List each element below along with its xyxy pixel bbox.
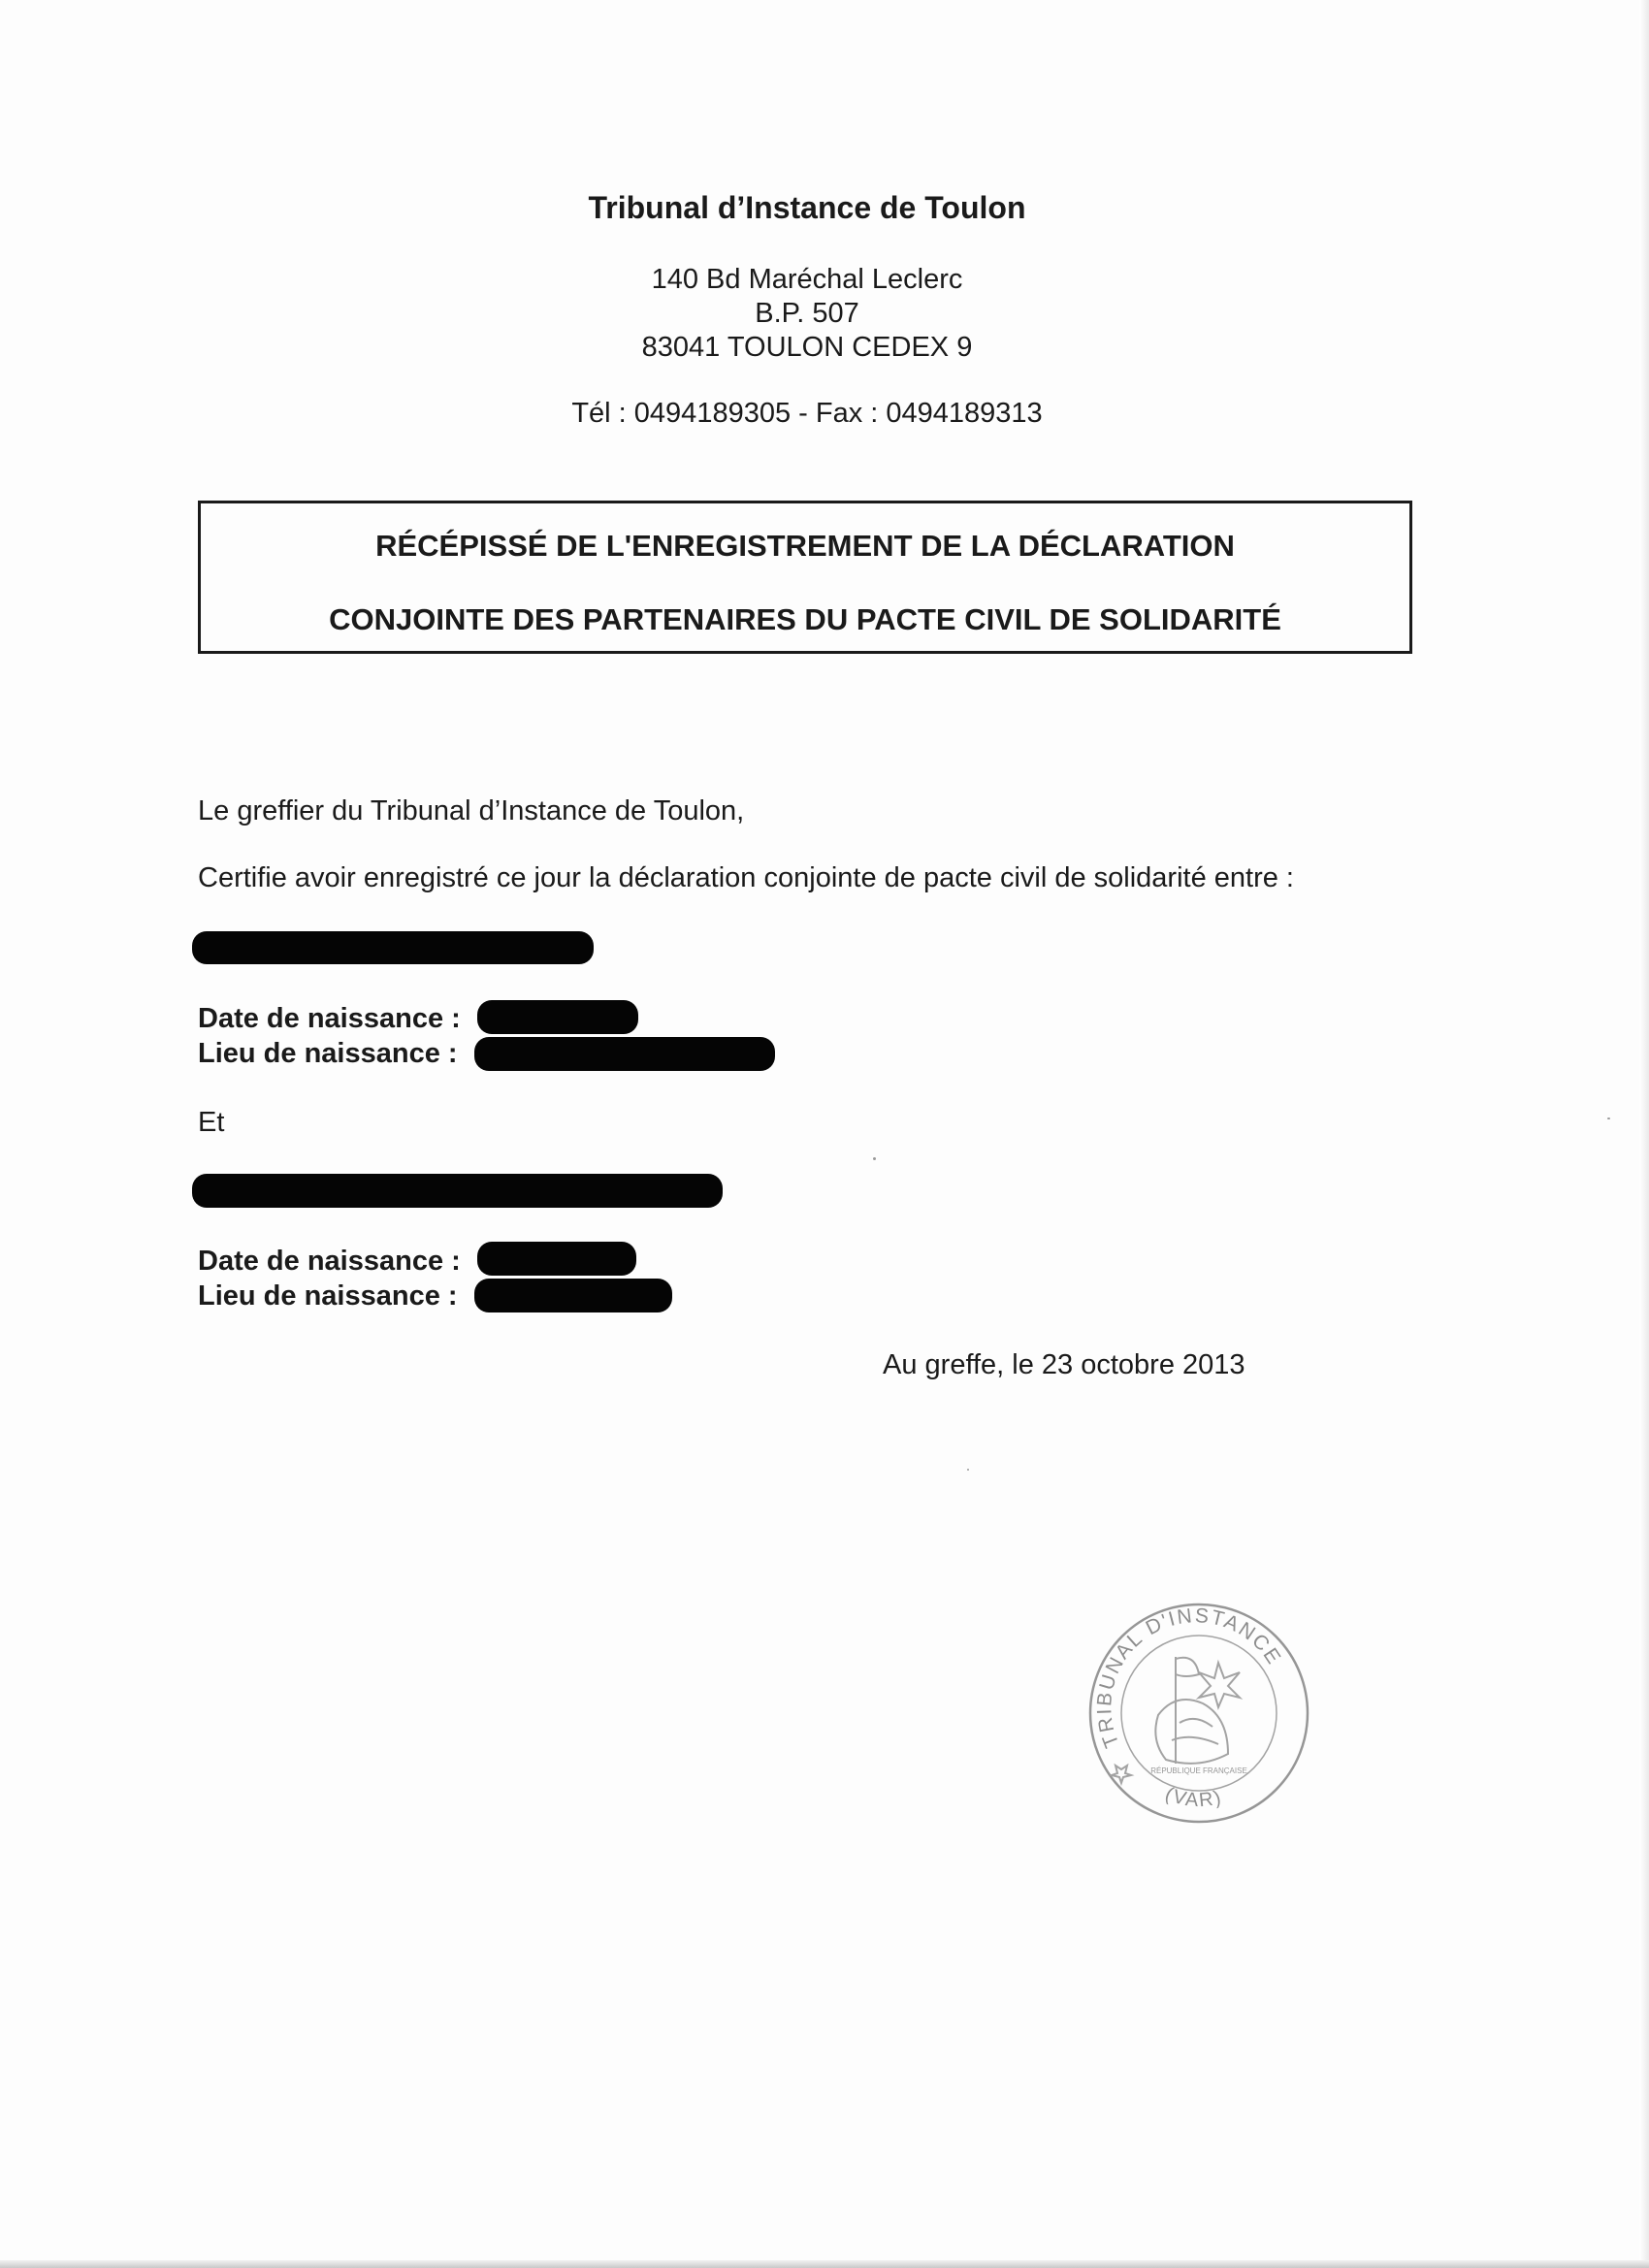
scan-speck	[873, 1157, 876, 1160]
conjunction-text: Et	[198, 1107, 225, 1138]
svg-text:(VAR)	[1162, 1783, 1225, 1811]
address-street: 140 Bd Maréchal Leclerc	[651, 264, 963, 295]
document-title-box	[198, 501, 1412, 654]
redacted-partner2-birth-date	[477, 1242, 636, 1276]
address-po-box: B.P. 507	[755, 298, 859, 329]
redacted-partner2-birth-place	[474, 1279, 672, 1312]
partner1-birth-place-label: Lieu de naissance :	[198, 1038, 458, 1069]
partner1-birth-date-label: Date de naissance :	[198, 1003, 461, 1034]
partner2-birth-date-label: Date de naissance :	[198, 1246, 461, 1277]
scan-speck	[967, 1469, 969, 1471]
scan-edge-right	[1639, 0, 1649, 2268]
title-line-2: CONJOINTE DES PARTENAIRES DU PACTE CIVIL DE SOLIDARITÉ	[329, 602, 1281, 636]
redacted-partner1-birth-date	[477, 1000, 638, 1034]
clerk-lead-text: Le greffier du Tribunal d’Instance de Toulon,	[198, 795, 745, 826]
scan-speck	[1607, 1118, 1610, 1119]
place-and-date: Au greffe, le 23 octobre 2013	[883, 1349, 1245, 1380]
redacted-partner1-name	[192, 931, 594, 964]
partner2-birth-place-label: Lieu de naissance :	[198, 1280, 458, 1312]
scan-edge-bottom	[0, 2260, 1649, 2268]
redacted-partner1-birth-place	[474, 1037, 775, 1071]
court-seal-stamp	[1083, 1599, 1315, 1824]
stamp-bottom-text: (VAR)	[1162, 1783, 1225, 1812]
court-name: Tribunal d’Instance de Toulon	[588, 190, 1026, 225]
stamp-inner-text: RÉPUBLIQUE FRANÇAISE	[1150, 1766, 1247, 1775]
redacted-partner2-name	[192, 1174, 723, 1208]
title-line-1: RÉCÉPISSÉ DE L'ENREGISTREMENT DE LA DÉCLARATION	[375, 529, 1235, 563]
address-city: 83041 TOULON CEDEX 9	[641, 332, 973, 363]
svg-text:TRIBUNAL D'INSTANCE	[1093, 1604, 1285, 1751]
certification-text: Certifie avoir enregistré ce jour la déclaration conjointe de pacte civil de solidarité entre :	[198, 862, 1294, 893]
stamp-top-text: TRIBUNAL D'INSTANCE	[1093, 1604, 1286, 1751]
contact-phone-fax: Tél : 0494189305 - Fax : 0494189313	[571, 398, 1043, 429]
